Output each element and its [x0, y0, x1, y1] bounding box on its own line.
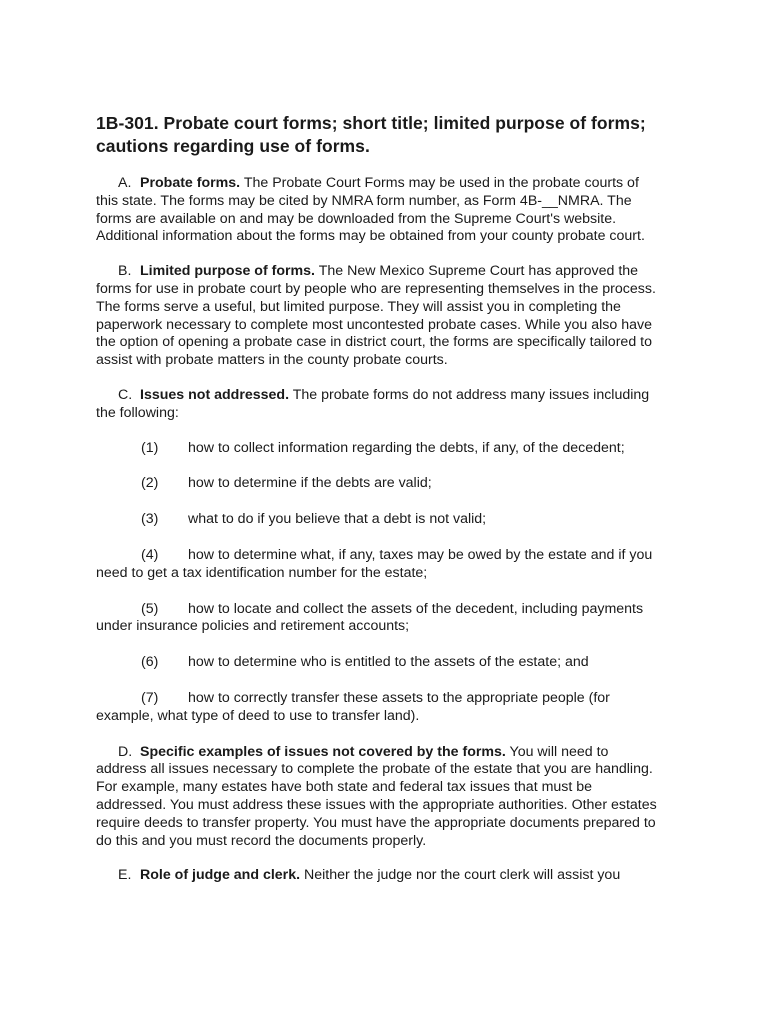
section-d-text: You will need to address all issues necessary to complete the probate of the estate that you are handling. For example, many estates have both state and federal tax issues that must be addressed. You must address these issues with the appropriate authorities. Other estates require deeds to transfer property. You must have the appropriate documents prepared to do this and you must record the documents properly. — [96, 743, 657, 849]
section-a-heading: Probate forms. — [140, 175, 241, 191]
section-b-heading: Limited purpose of forms. — [140, 263, 315, 280]
section-c — [96, 387, 662, 423]
list-item-number: (4) — [141, 546, 159, 563]
list-item-number: (7) — [141, 689, 159, 706]
list-item-text: how to collect information regarding the debts, if any, of the decedent; — [188, 439, 625, 456]
section-d-letter: D. — [118, 743, 133, 760]
list-item-number: (1) — [141, 439, 159, 456]
section-e-letter: E. — [118, 867, 132, 884]
section-a-letter: A. — [118, 175, 132, 191]
section-e — [96, 867, 662, 885]
list-item-text: how to determine who is entitled to the assets of the estate; and — [188, 654, 589, 671]
list-item-number: (3) — [141, 511, 159, 528]
section-b — [96, 263, 662, 370]
section-e-text: Neither the judge nor the court clerk will assist you — [304, 867, 621, 884]
list-item — [96, 475, 662, 493]
section-e-heading: Role of judge and clerk. — [140, 867, 301, 884]
section-c-heading: Issues not addressed. — [140, 386, 290, 403]
section-a-text: The Probate Court Forms may be used in the probate courts of this state. The forms may be cited by NMRA form number, as Form 4B-__NMRA. The forms are available on and may be downloaded from the Supreme Court's website. Additional information about the forms may be obtained from your county probate court. — [96, 175, 645, 245]
section-d-heading: Specific examples of issues not covered by the forms. — [140, 743, 506, 760]
list-item-number: (2) — [141, 475, 159, 492]
document-page — [96, 112, 662, 902]
list-item-text: how to determine what, if any, taxes may be owed by the estate and if you need to get a tax identification number for the estate; — [96, 546, 653, 581]
list-item — [96, 440, 662, 458]
list-item-number: (6) — [141, 654, 159, 671]
list-item-number: (5) — [141, 600, 159, 617]
list-item-text: what to do if you believe that a debt is not valid; — [188, 511, 487, 528]
list-item — [96, 511, 662, 529]
section-b-letter: B. — [118, 263, 132, 280]
section-b-text: The New Mexico Supreme Court has approved the forms for use in probate court by people who are representing themselves in the process. The forms serve a useful, but limited purpose. They will assist you in completing the paperwork necessary to complete most uncontested probate cases. While you also have the option of opening a probate case in district court, the forms are specifically tailored to assist with probate matters in the county probate courts. — [96, 263, 656, 369]
list-item-text: how to locate and collect the assets of the decedent, including payments under insurance policies and retirement accounts; — [96, 600, 644, 635]
section-c-text: The probate forms do not address many issues including the following: — [96, 386, 650, 421]
list-item — [96, 690, 662, 726]
list-item-text: how to determine if the debts are valid; — [188, 475, 432, 492]
section-c-letter: C. — [118, 386, 133, 403]
list-item-text: how to correctly transfer these assets to the appropriate people (for example, what type of deed to use to transfer land). — [96, 689, 610, 724]
document-title: 1B-301. Probate court forms; short title; limited purpose of forms; cautions regarding use of forms. — [96, 113, 646, 156]
list-item — [96, 547, 662, 583]
section-a — [96, 175, 662, 246]
section-d — [96, 744, 662, 851]
list-item — [96, 654, 662, 672]
list-item — [96, 601, 662, 637]
